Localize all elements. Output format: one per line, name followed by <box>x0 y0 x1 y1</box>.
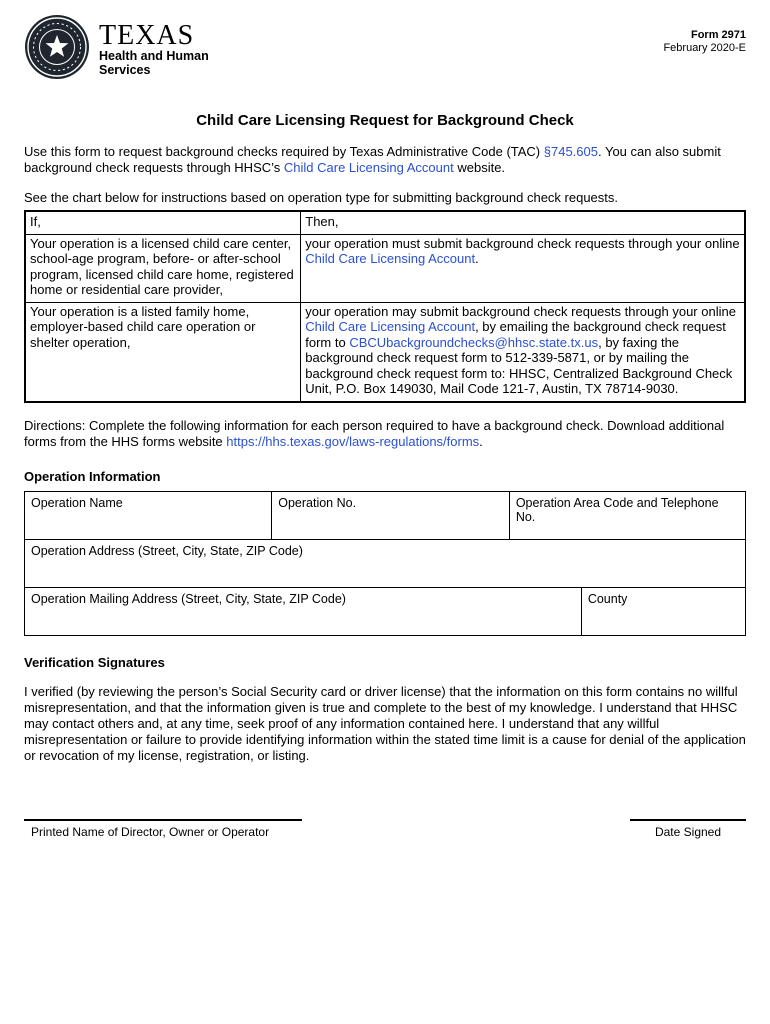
hhs-seal-icon <box>24 14 90 85</box>
logo-text <box>99 22 209 77</box>
table-row <box>25 302 745 402</box>
operation-name-label: Operation Name <box>31 495 123 510</box>
county-label: County <box>587 591 628 606</box>
intro-text-2: . You can also submit background check requests through HHSC’s <box>24 144 721 175</box>
table-row <box>25 587 745 635</box>
then-text-1: your operation may submit background check requests through your online <box>305 303 736 319</box>
link-hhs-forms-website[interactable]: https://hhs.texas.gov/laws-regulations/forms <box>226 433 480 449</box>
operation-number-label: Operation No. <box>278 495 357 510</box>
operation-number-field[interactable] <box>271 492 509 539</box>
if-cell-listed-ops: Your operation is a listed family home, employer-based child care operation or shelter operation, <box>25 302 301 402</box>
directions-text-1: Directions: Complete the following information for each person required to have a background check. Download additional forms from the HHS forms website <box>24 417 725 449</box>
logo-brand: TEXAS <box>99 20 195 51</box>
signature-section <box>24 819 746 839</box>
table-row <box>25 211 745 234</box>
then-text-2: , by emailing the background check request form to <box>305 319 726 350</box>
link-child-care-licensing-account[interactable]: Child Care Licensing Account <box>305 251 476 266</box>
if-cell-licensed-ops: Your operation is a licensed child care center, school-age program, before- or after-school program, licensed child care home, registered home or residential care provider, <box>25 234 301 302</box>
operation-phone-label: Operation Area Code and Telephone No. <box>515 495 719 524</box>
form-meta <box>663 14 746 55</box>
operation-address-label: Operation Address (Street, City, State, ZIP Code) <box>31 543 303 558</box>
operation-address-field[interactable] <box>25 540 745 587</box>
if-header-cell: If, <box>25 211 301 234</box>
verification-signatures-heading: Verification Signatures <box>24 654 165 670</box>
operation-name-field[interactable] <box>25 492 271 539</box>
operation-info-table <box>24 491 746 636</box>
logo-subtitle-line2: Services <box>99 63 151 77</box>
table-row <box>25 492 745 539</box>
page-title: Child Care Licensing Request for Background Check <box>196 112 574 129</box>
operation-phone-field[interactable] <box>509 492 745 539</box>
then-text-2: . <box>475 251 479 266</box>
then-text-1: your operation must submit background check requests through your online <box>305 235 740 251</box>
intro-paragraph <box>24 144 746 176</box>
printed-name-signature-block <box>24 819 302 839</box>
link-cbcu-email[interactable]: CBCUbackgroundchecks@hhsc.state.tx.us <box>349 334 599 350</box>
table-row <box>25 234 745 302</box>
form-number: Form 2971 <box>690 29 746 41</box>
directions-paragraph <box>24 418 746 450</box>
operation-mailing-address-label: Operation Mailing Address (Street, City, State, ZIP Code) <box>31 591 346 606</box>
operation-mailing-address-field[interactable] <box>25 588 581 635</box>
then-cell-licensed-ops <box>301 234 745 302</box>
intro-text-1: Use this form to request background checks required by Texas Administrative Code (TAC) <box>24 144 544 159</box>
date-signed-label: Date Signed <box>654 824 722 839</box>
intro-text-3: website. <box>453 160 506 175</box>
link-tac-745-605[interactable]: §745.605 <box>543 144 598 159</box>
then-cell-listed-ops <box>301 302 745 402</box>
chart-instructions-text: See the chart below for instructions based on operation type for submitting background check requests. <box>24 190 619 205</box>
printed-name-label: Printed Name of Director, Owner or Operator <box>31 824 270 839</box>
operation-information-heading: Operation Information <box>24 468 161 484</box>
verification-text: I verified (by reviewing the person’s Social Security card or driver license) that the information on this form contains no willful misrepresentation, and that the information given is true and complete to the best of my knowledge. I understand that HHSC may contact others and, at any time, seek proof of any information contained here. I understand that any willful misrepresentation or failure to provide identifying information within the stated time limit is a cause for denial of the application or revocation of my license, registration, or listing. <box>24 683 746 763</box>
directions-text-2: . <box>479 433 483 449</box>
date-signed-block <box>630 819 746 839</box>
county-field[interactable] <box>581 588 745 635</box>
link-child-care-licensing-account[interactable]: Child Care Licensing Account <box>283 160 454 175</box>
if-then-table <box>24 210 746 403</box>
link-child-care-licensing-account[interactable]: Child Care Licensing Account <box>305 319 476 334</box>
form-date: February 2020-E <box>663 42 746 54</box>
then-text-3: , by faxing the background check request form to 512-339-5871, or by mailing the background check request form to: HHSC, Centralized Background Check Unit, P.O. Box 149030, Mail Code 121-7, Austin, TX 78714-9030. <box>305 334 733 396</box>
logo-subtitle-line1: Health and Human <box>99 49 209 63</box>
then-header-cell: Then, <box>301 211 745 234</box>
table-row <box>25 539 745 587</box>
page-header <box>24 14 746 85</box>
texas-hhs-logo <box>24 14 209 85</box>
